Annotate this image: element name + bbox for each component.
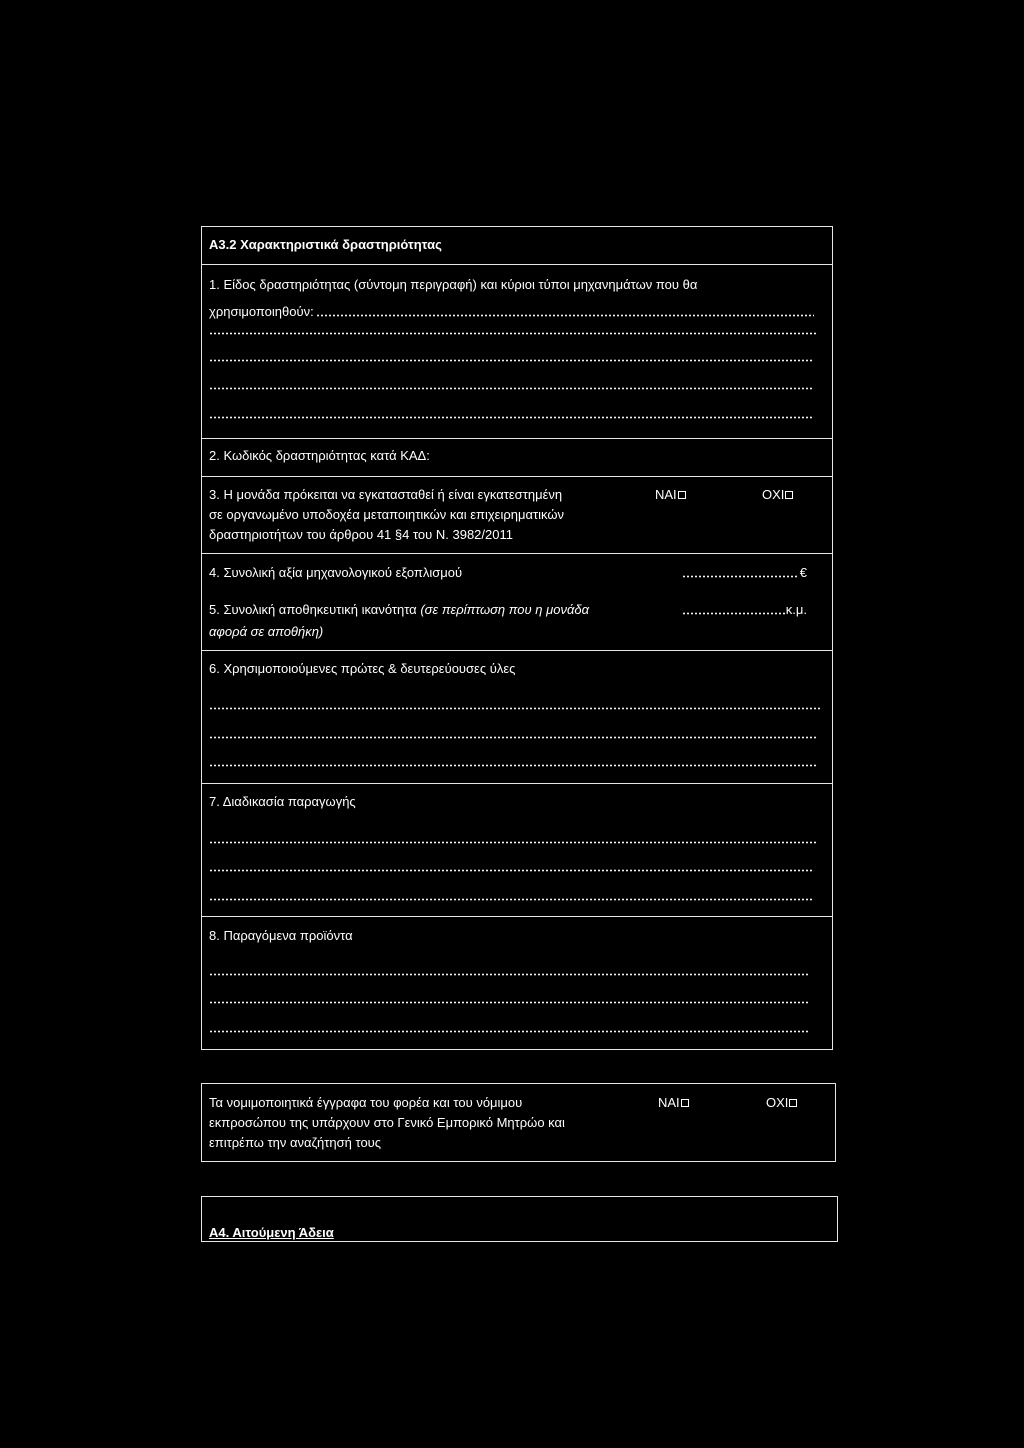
item5-note-line1: (σε περίπτωση που η μονάδα xyxy=(420,602,590,617)
euro-unit: € xyxy=(799,565,807,580)
item7-fill-line[interactable] xyxy=(209,841,817,844)
item5-note-line2: αφορά σε αποθήκη) xyxy=(209,624,324,639)
consent-yes-option[interactable] xyxy=(658,1095,689,1111)
yes-checkbox[interactable] xyxy=(681,1099,689,1107)
row-divider xyxy=(201,476,833,477)
item8-fill-line[interactable] xyxy=(209,973,808,976)
row-divider xyxy=(201,553,833,554)
item1-fill-line[interactable] xyxy=(209,359,813,362)
consent-no-option[interactable] xyxy=(766,1095,797,1111)
section-a32-title: Α3.2 Χαρακτηριστικά δραστηριότητας xyxy=(209,237,442,252)
item7-label: 7. Διαδικασία παραγωγής xyxy=(209,794,356,809)
item5-label: 5. Συνολική αποθηκευτική ικανότητα xyxy=(209,602,417,617)
consent-line2: εκπροσώπου της υπάρχουν στο Γενικό Εμπορικό Μητρώο και xyxy=(209,1115,565,1130)
cubic-meter-unit: κ.μ. xyxy=(785,602,807,617)
item6-fill-line[interactable] xyxy=(209,707,821,710)
item1-field-row xyxy=(209,304,815,320)
item8-fill-line[interactable] xyxy=(209,1030,808,1033)
item2-label: 2. Κωδικός δραστηριότητας κατά ΚΑΔ: xyxy=(209,448,430,463)
item1-fill-line[interactable] xyxy=(209,387,812,390)
yes-label: ΝΑΙ xyxy=(655,487,677,502)
row-divider xyxy=(201,916,833,917)
yes-label: ΝΑΙ xyxy=(658,1095,680,1110)
item1-fill-line[interactable] xyxy=(316,314,814,317)
row-divider xyxy=(201,438,833,439)
item1-label-line1: 1. Είδος δραστηριότητας (σύντομη περιγραφή) και κύριοι τύποι μηχανημάτων που θα xyxy=(209,277,698,292)
item3-label-line3: δραστηριοτήτων του άρθρου 41 §4 του Ν. 3982/2011 xyxy=(209,527,513,542)
row-divider xyxy=(201,650,833,651)
no-label: ΟΧΙ xyxy=(766,1095,789,1110)
item5-value-field[interactable] xyxy=(680,602,807,618)
item8-fill-line[interactable] xyxy=(209,1001,808,1004)
yes-checkbox[interactable] xyxy=(678,491,686,499)
item3-label-line2: σε οργανωμένο υποδοχέα μεταποιητικών και επιχειρηματικών xyxy=(209,507,565,522)
item7-fill-line[interactable] xyxy=(209,869,813,872)
no-checkbox[interactable] xyxy=(789,1099,797,1107)
item5-fill-line[interactable] xyxy=(682,612,785,615)
item6-fill-line[interactable] xyxy=(209,736,817,739)
consent-line1: Τα νομιμοποιητικά έγγραφα του φορέα και του νόμιμου xyxy=(209,1095,523,1110)
item4-fill-line[interactable] xyxy=(682,575,799,578)
no-checkbox[interactable] xyxy=(785,491,793,499)
item4-value-field[interactable] xyxy=(680,565,807,581)
item6-label: 6. Χρησιμοποιούμενες πρώτες & δευτερεύουσες ύλες xyxy=(209,661,516,676)
no-label: ΟΧΙ xyxy=(762,487,785,502)
row-divider xyxy=(201,264,833,265)
item3-yes-option[interactable] xyxy=(655,487,686,503)
item1-fill-line[interactable] xyxy=(209,332,816,335)
item5-label-line1 xyxy=(209,602,589,618)
item1-label-line2: χρησιμοποιηθούν: xyxy=(209,304,314,319)
item8-label: 8. Παραγόμενα προϊόντα xyxy=(209,928,353,943)
row-divider xyxy=(201,783,833,784)
section-a4-title: Α4. Αιτούμενη Άδεια xyxy=(209,1225,334,1240)
item7-fill-line[interactable] xyxy=(209,898,812,901)
item3-no-option[interactable] xyxy=(762,487,793,503)
item4-label: 4. Συνολική αξία μηχανολογικού εξοπλισμού xyxy=(209,565,463,580)
item3-label-line1: 3. Η μονάδα πρόκειται να εγκατασταθεί ή είναι εγκατεστημένη xyxy=(209,487,563,502)
item1-fill-line[interactable] xyxy=(209,416,813,419)
item6-fill-line[interactable] xyxy=(209,764,817,767)
consent-line3: επιτρέπω την αναζήτησή τους xyxy=(209,1135,382,1150)
